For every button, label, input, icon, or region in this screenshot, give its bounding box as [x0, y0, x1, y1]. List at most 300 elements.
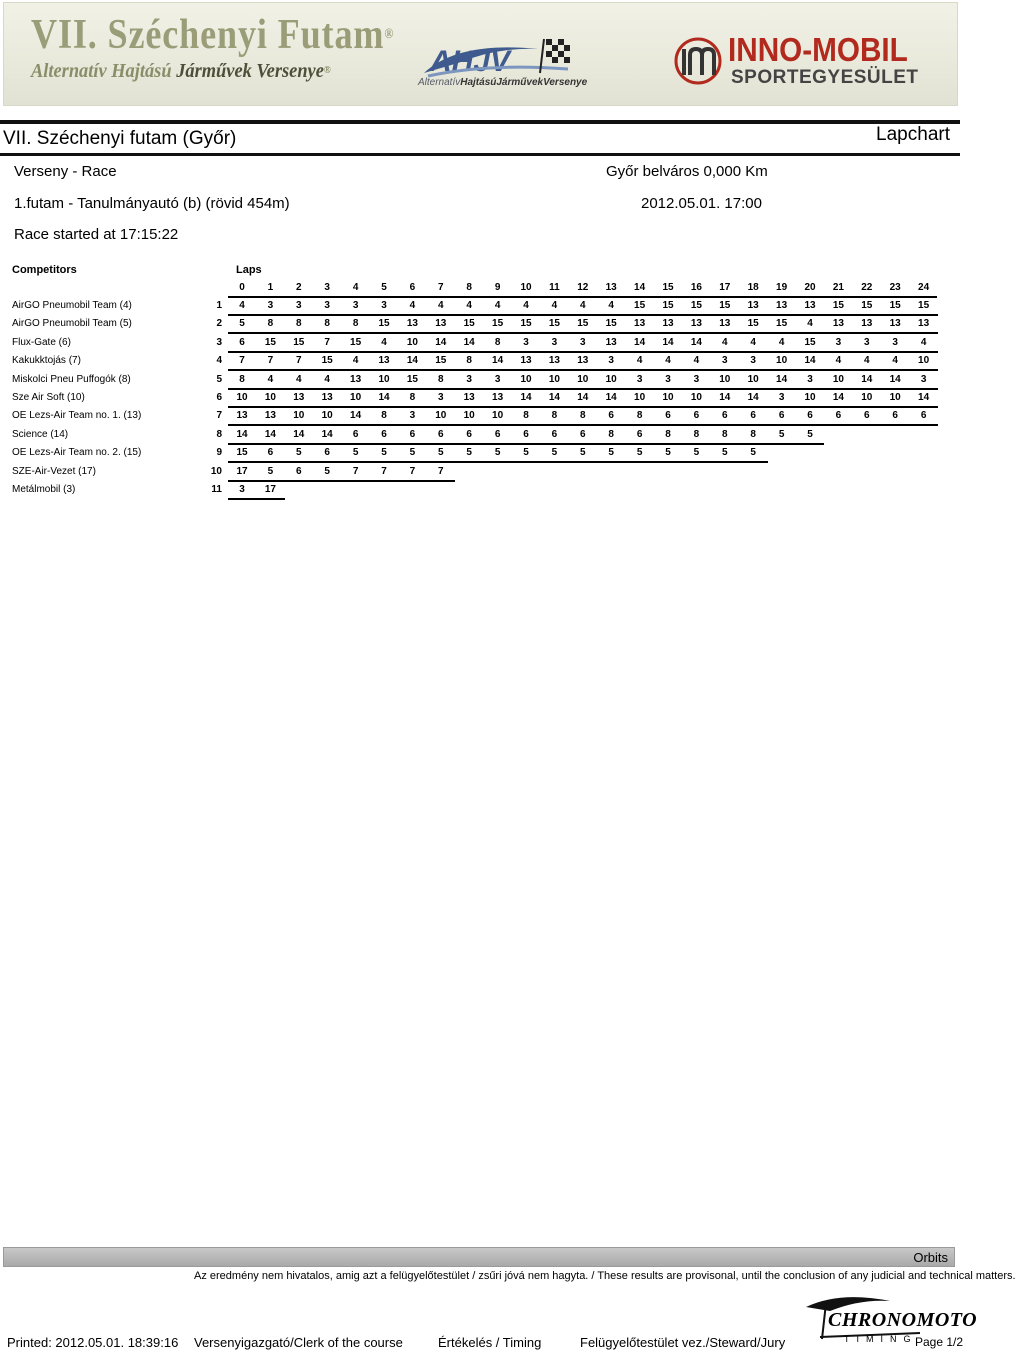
lap-position-cell: 6	[494, 428, 501, 440]
lap-position-cell: 4	[693, 355, 700, 367]
lap-number: 6	[409, 282, 416, 293]
lap-position-cell: 7	[296, 355, 302, 367]
lap-position-cell: 14	[918, 392, 930, 403]
lap-position-cell: 3	[693, 373, 700, 385]
table-row	[0, 407, 960, 425]
lap-position-cell: 14	[889, 373, 901, 385]
competitor-name: Kakukktojás (7)	[12, 355, 81, 367]
lap-position-cell: 6	[892, 410, 898, 422]
lap-position-cell: 8	[636, 410, 643, 422]
lap-position-cell: 6	[864, 410, 870, 422]
page-number: Page 1/2	[915, 1335, 964, 1349]
lap-position-cell: 13	[350, 373, 362, 385]
lap-position-cell: 4	[665, 355, 671, 367]
lap-position-cell: 3	[580, 336, 586, 348]
inno-mobil-name: INNO-MOBIL	[728, 31, 908, 68]
lap-position-cell: 3	[523, 336, 529, 348]
lap-position-cell: 14	[804, 355, 816, 367]
lap-position-cell: 3	[551, 336, 558, 348]
lap-position-cell: 3	[920, 373, 927, 385]
position-number: 5	[216, 373, 222, 385]
lap-position-cell: 15	[520, 318, 532, 330]
lap-position-cell: 10	[463, 410, 475, 422]
header-banner	[3, 2, 958, 106]
clerk-signature-label: Versenyigazgató/Clerk of the course	[194, 1335, 403, 1350]
lap-position-cell: 13	[662, 318, 674, 330]
lap-position-cell: 8	[381, 410, 387, 422]
lap-position-cell: 5	[466, 447, 472, 459]
lap-position-cell: 15	[293, 336, 305, 348]
orbits-label: Orbits	[913, 1250, 948, 1265]
lap-position-cell: 13	[804, 300, 816, 311]
lap-number: 4	[352, 282, 359, 293]
table-row	[0, 463, 960, 481]
lap-position-cell: 10	[406, 336, 418, 348]
event-location: Győr belváros 0,000 Km	[606, 163, 768, 180]
lap-position-cell: 6	[381, 428, 387, 440]
lap-position-cell: 14	[378, 392, 390, 403]
lap-position-cell: 4	[835, 355, 842, 367]
lap-position-cell: 15	[321, 355, 333, 367]
lap-position-cell: 14	[861, 373, 873, 385]
lap-position-cell: 14	[690, 336, 702, 348]
position-number: 8	[216, 428, 222, 440]
lap-position-cell: 10	[662, 392, 674, 403]
lap-position-cell: 3	[807, 373, 813, 385]
lap-position-cell: 13	[889, 318, 901, 330]
lap-position-cell: 15	[605, 318, 617, 330]
lap-position-cell: 14	[634, 336, 646, 348]
lap-position-cell: 6	[551, 428, 558, 440]
lap-position-cell: 14	[293, 428, 305, 440]
lap-number: 13	[605, 282, 617, 293]
lap-position-cell: 6	[409, 428, 416, 440]
lap-position-cell: 10	[577, 373, 589, 385]
lap-position-cell: 13	[520, 355, 532, 367]
table-row	[0, 426, 960, 444]
lap-position-cell: 6	[296, 465, 302, 477]
lap-position-cell: 15	[435, 355, 447, 367]
lap-position-cell: 4	[778, 336, 785, 348]
lap-position-cell: 5	[580, 447, 586, 459]
timing-signature-label: Értékelés / Timing	[438, 1335, 542, 1350]
lap-position-cell: 10	[605, 373, 617, 385]
lap-number: 14	[634, 282, 646, 293]
lap-number: 2	[296, 282, 302, 293]
lap-position-cell: 6	[239, 336, 245, 348]
lap-number: 8	[466, 282, 472, 293]
position-number: 1	[216, 300, 222, 311]
lap-position-cell: 6	[267, 447, 274, 459]
lap-position-cell: 4	[466, 300, 472, 311]
lap-position-cell: 8	[267, 318, 274, 330]
lap-number: 3	[324, 282, 330, 293]
lap-position-cell: 15	[264, 336, 276, 348]
lap-number: 23	[889, 282, 901, 293]
lap-position-cell: 6	[750, 410, 756, 422]
lap-position-cell: 5	[324, 465, 330, 477]
lap-position-cell: 3	[409, 410, 416, 422]
lap-position-cell: 6	[523, 428, 529, 440]
event-logo-line2: Alternatív Hajtású	[31, 60, 177, 82]
event-logo: VII. Széchenyi Futam® Alternatív Hajtású Járművek Versenye®	[31, 12, 395, 82]
lap-position-cell: 6	[693, 410, 700, 422]
lap-position-cell: 13	[492, 392, 504, 403]
lap-position-cell: 14	[435, 336, 447, 348]
lap-position-cell: 4	[296, 373, 302, 385]
lap-position-cell: 7	[267, 355, 274, 367]
competitor-name: SZE-Air-Vezet (17)	[12, 465, 96, 477]
lap-number: 10	[520, 282, 532, 293]
lap-number: 12	[577, 282, 589, 293]
laps-header: Laps	[236, 264, 262, 276]
lap-position-cell: 5	[693, 447, 700, 459]
lap-position-cell: 14	[321, 428, 333, 440]
lap-position-cell: 8	[580, 410, 586, 422]
lap-number: 5	[381, 282, 387, 293]
lap-position-cell: 5	[608, 447, 614, 459]
lap-position-cell: 15	[463, 318, 475, 330]
competitor-name: Sze Air Soft (10)	[12, 392, 85, 403]
lap-position-cell: 5	[665, 447, 671, 459]
lap-position-cell: 8	[722, 428, 728, 440]
lap-position-cell: 13	[236, 410, 248, 422]
lap-position-cell: 13	[264, 410, 276, 422]
lap-position-cell: 7	[409, 465, 416, 477]
lap-position-cell: 5	[778, 428, 785, 440]
lap-position-cell: 10	[747, 373, 759, 385]
lap-position-cell: 10	[861, 392, 873, 403]
lap-position-cell: 14	[520, 392, 532, 403]
lap-position-cell: 10	[548, 373, 560, 385]
position-number: 10	[210, 465, 222, 477]
lap-number: 1	[267, 282, 274, 293]
lap-position-cell: 14	[406, 355, 418, 367]
lap-position-cell: 14	[832, 392, 844, 403]
table-row	[0, 352, 960, 370]
page-title: VII. Széchenyi futam (Győr)	[3, 128, 237, 149]
lap-position-cell: 8	[352, 318, 359, 330]
ahjv-logo-mark	[418, 33, 588, 79]
table-row	[0, 297, 960, 315]
lap-position-cell: 8	[523, 410, 529, 422]
lap-position-cell: 14	[605, 392, 617, 403]
lap-position-cell: 14	[264, 428, 276, 440]
lap-position-cell: 13	[918, 318, 930, 330]
title-rule-top	[0, 120, 960, 124]
lap-position-cell: 7	[438, 465, 444, 477]
position-number: 7	[216, 410, 222, 422]
competitor-name: Flux-Gate (6)	[12, 336, 71, 348]
lap-position-cell: 17	[264, 484, 276, 495]
table-row	[0, 315, 960, 333]
lap-position-cell: 13	[577, 355, 589, 367]
race-datetime: 2012.05.01. 17:00	[641, 195, 762, 212]
lap-position-cell: 13	[406, 318, 418, 330]
lap-position-cell: 10	[804, 392, 816, 403]
lap-position-cell: 3	[267, 300, 274, 311]
lap-position-cell: 15	[577, 318, 589, 330]
chronomoto-logo-sub: TIMING	[844, 1334, 918, 1344]
lap-position-cell: 3	[636, 373, 643, 385]
lap-position-cell: 13	[378, 355, 390, 367]
race-name: 1.futam - Tanulmányautó (b) (rövid 454m)	[14, 195, 290, 212]
steward-signature-label: Felügyelőtestület vez./Steward/Jury	[580, 1335, 786, 1350]
lap-number: 15	[662, 282, 674, 293]
lap-position-cell: 3	[466, 373, 472, 385]
lap-position-cell: 5	[494, 447, 501, 459]
lap-position-cell: 13	[747, 300, 759, 311]
lap-position-cell: 15	[804, 336, 816, 348]
lap-number: 0	[239, 282, 245, 293]
lap-position-cell: 4	[608, 300, 614, 311]
inno-mobil-logo	[672, 31, 942, 95]
competitor-name: OE Lezs-Air Team no. 2. (15)	[12, 447, 142, 459]
lap-position-cell: 6	[835, 410, 842, 422]
lap-position-cell: 10	[293, 410, 305, 422]
lap-position-cell: 7	[239, 355, 245, 367]
lap-position-cell: 3	[438, 392, 444, 403]
lap-number: 20	[804, 282, 816, 293]
lap-position-cell: 14	[662, 336, 674, 348]
competitor-name: Miskolci Pneu Puffogók (8)	[12, 373, 131, 385]
lap-position-cell: 7	[381, 465, 387, 477]
lap-position-cell: 3	[381, 300, 387, 311]
lap-position-cell: 4	[750, 336, 756, 348]
lap-position-cell: 8	[296, 318, 302, 330]
lap-position-cell: 4	[551, 300, 558, 311]
lap-position-cell: 15	[889, 300, 901, 311]
lap-position-cell: 8	[466, 355, 472, 367]
lap-position-cell: 15	[634, 300, 646, 311]
competitors-header: Competitors	[12, 264, 77, 276]
lap-position-cell: 4	[352, 355, 359, 367]
lap-position-cell: 8	[551, 410, 558, 422]
lap-position-cell: 10	[378, 373, 390, 385]
lap-position-cell: 3	[608, 355, 614, 367]
lap-position-cell: 4	[636, 355, 643, 367]
inno-mobil-subtitle: SPORTEGYESÜLET	[731, 67, 919, 88]
competitor-name: OE Lezs-Air Team no. 1. (13)	[12, 410, 142, 422]
lap-position-cell: 4	[722, 336, 728, 348]
lap-position-cell: 10	[492, 410, 504, 422]
lap-number: 11	[549, 282, 560, 293]
lap-position-cell: 6	[580, 428, 586, 440]
event-logo-futam: Futam	[277, 12, 385, 58]
lap-position-cell: 4	[267, 373, 274, 385]
lap-position-cell: 14	[747, 392, 759, 403]
lap-position-cell: 15	[662, 300, 674, 311]
lap-position-cell: 13	[719, 318, 731, 330]
lap-position-cell: 13	[776, 300, 788, 311]
lap-position-cell: 8	[324, 318, 330, 330]
lap-position-cell: 6	[466, 428, 472, 440]
lap-number: 18	[747, 282, 759, 293]
lap-position-cell: 15	[492, 318, 504, 330]
lap-number: 9	[494, 282, 501, 293]
lap-position-cell: 15	[690, 300, 702, 311]
lap-position-cell: 4	[580, 300, 586, 311]
event-logo-line2-dark: Járművek Versenye	[176, 60, 324, 82]
lap-position-cell: 13	[321, 392, 333, 403]
position-number: 6	[216, 392, 222, 403]
lap-position-cell: 14	[548, 392, 560, 403]
lap-position-cell: 6	[920, 410, 927, 422]
lap-position-cell: 15	[378, 318, 390, 330]
lap-position-cell: 13	[832, 318, 844, 330]
position-number: 11	[211, 484, 222, 495]
lap-position-cell: 3	[835, 336, 842, 348]
lap-number: 22	[861, 282, 873, 293]
lap-position-cell: 17	[236, 465, 248, 477]
lap-position-cell: 13	[690, 318, 702, 330]
lap-position-cell: 10	[264, 392, 276, 403]
lap-position-cell: 4	[438, 300, 444, 311]
lap-position-cell: 4	[920, 336, 927, 348]
lap-position-cell: 3	[892, 336, 898, 348]
lap-position-cell: 6	[722, 410, 728, 422]
table-row	[0, 371, 960, 389]
lap-position-cell: 6	[608, 410, 614, 422]
lap-position-cell: 4	[239, 300, 245, 311]
chronomoto-logo	[800, 1293, 978, 1351]
lap-position-cell: 14	[350, 410, 362, 422]
lap-position-cell: 7	[352, 465, 359, 477]
lap-position-cell: 5	[296, 447, 302, 459]
lap-position-cell: 5	[409, 447, 416, 459]
competitor-name: AirGO Pneumobil Team (4)	[12, 300, 132, 311]
ahjv-logo	[418, 33, 588, 97]
lap-position-cell: 15	[861, 300, 873, 311]
lap-position-cell: 13	[463, 392, 475, 403]
lap-position-cell: 15	[548, 318, 560, 330]
report-type: Lapchart	[876, 124, 950, 145]
lap-position-cell: 3	[296, 300, 302, 311]
lap-position-cell: 10	[776, 355, 788, 367]
competitor-name: Science (14)	[12, 428, 69, 440]
lap-position-cell: 5	[438, 447, 444, 459]
lap-position-cell: 3	[239, 484, 245, 495]
lap-position-cell: 15	[350, 336, 362, 348]
lap-position-cell: 8	[239, 373, 245, 385]
lap-position-cell: 10	[435, 410, 447, 422]
lap-position-cell: 6	[352, 428, 359, 440]
lap-position-cell: 5	[267, 465, 274, 477]
lap-position-cell: 13	[634, 318, 646, 330]
lap-position-cell: 4	[864, 355, 870, 367]
lap-position-cell: 3	[750, 355, 756, 367]
lap-number: 19	[776, 282, 788, 293]
footer-bar	[3, 1247, 955, 1267]
event-logo-line1: VII. Széchenyi	[31, 12, 278, 58]
lap-position-cell: 3	[665, 373, 671, 385]
lap-position-cell: 15	[747, 318, 759, 330]
position-number: 2	[216, 318, 222, 330]
ahjv-logo-subtitle: AlternatívHajtásúJárművekVersenye	[418, 77, 588, 88]
lap-position-cell: 10	[719, 373, 731, 385]
lap-position-cell: 6	[807, 410, 813, 422]
lap-position-cell: 6	[324, 447, 330, 459]
lap-position-cell: 13	[605, 336, 617, 348]
lap-number: 21	[832, 282, 844, 293]
position-number: 9	[216, 447, 222, 459]
table-row	[0, 389, 960, 407]
chronomoto-logo-text: CHRONOMOTO	[828, 1309, 978, 1331]
lap-position-cell: 6	[665, 410, 671, 422]
position-number: 4	[216, 355, 222, 367]
lap-position-cell: 10	[690, 392, 702, 403]
lap-position-cell: 15	[776, 318, 788, 330]
lap-position-cell: 15	[918, 300, 930, 311]
lap-position-cell: 3	[778, 392, 785, 403]
lap-position-cell: 4	[324, 373, 330, 385]
lap-position-cell: 3	[494, 373, 501, 385]
lap-position-cell: 5	[722, 447, 728, 459]
svg-text:AHJV: AHJV	[430, 45, 511, 78]
table-row	[0, 334, 960, 352]
lap-number: 24	[918, 282, 930, 293]
lap-position-cell: 3	[722, 355, 728, 367]
lap-position-cell: 8	[693, 428, 700, 440]
lap-position-cell: 10	[520, 373, 532, 385]
lap-position-cell: 3	[864, 336, 870, 348]
lap-position-cell: 3	[352, 300, 359, 311]
lap-position-cell: 7	[324, 336, 330, 348]
lap-position-cell: 6	[778, 410, 785, 422]
disclaimer: Az eredmény nem hivatalos, amig azt a felügyelőtestület / zsűri jóvá nem hagyta. / These results are provisonal, until the conclusion of any judicial and technical matters.	[194, 1270, 1016, 1282]
lap-position-cell: 8	[665, 428, 671, 440]
lap-position-cell: 4	[892, 355, 898, 367]
lap-position-cell: 15	[719, 300, 731, 311]
lap-position-cell: 14	[463, 336, 475, 348]
table-row	[0, 444, 960, 462]
position-number: 3	[216, 336, 222, 348]
lap-position-cell: 5	[352, 447, 359, 459]
race-start-time: Race started at 17:15:22	[14, 226, 179, 243]
lap-position-cell: 3	[324, 300, 330, 311]
lap-position-cell: 4	[494, 300, 501, 311]
lap-position-cell: 5	[523, 447, 529, 459]
lap-position-cell: 5	[239, 318, 245, 330]
printed-timestamp: Printed: 2012.05.01. 18:39:16	[7, 1335, 179, 1350]
table-row	[0, 481, 960, 499]
lap-position-cell: 8	[750, 428, 756, 440]
lap-position-cell: 5	[636, 447, 643, 459]
competitor-name: AirGO Pneumobil Team (5)	[12, 318, 132, 330]
lap-position-cell: 4	[807, 318, 813, 330]
lap-position-cell: 4	[409, 300, 416, 311]
title-rule-bottom	[0, 153, 960, 156]
lap-position-cell: 8	[438, 373, 444, 385]
lap-position-cell: 8	[409, 392, 416, 403]
lap-position-cell: 14	[577, 392, 589, 403]
lap-position-cell: 10	[918, 355, 930, 367]
lap-position-cell: 10	[832, 373, 844, 385]
lap-position-cell: 13	[293, 392, 305, 403]
lap-position-cell: 10	[321, 410, 333, 422]
lap-position-cell: 10	[889, 392, 901, 403]
lap-number: 17	[719, 282, 731, 293]
lap-position-cell: 15	[236, 447, 248, 459]
row-underline	[228, 498, 285, 500]
lap-position-cell: 6	[438, 428, 444, 440]
lap-position-cell: 5	[381, 447, 387, 459]
lap-position-cell: 4	[523, 300, 529, 311]
lap-position-cell: 15	[406, 373, 418, 385]
lap-number: 7	[438, 282, 444, 293]
lap-position-cell: 8	[494, 336, 501, 348]
lap-position-cell: 15	[832, 300, 844, 311]
